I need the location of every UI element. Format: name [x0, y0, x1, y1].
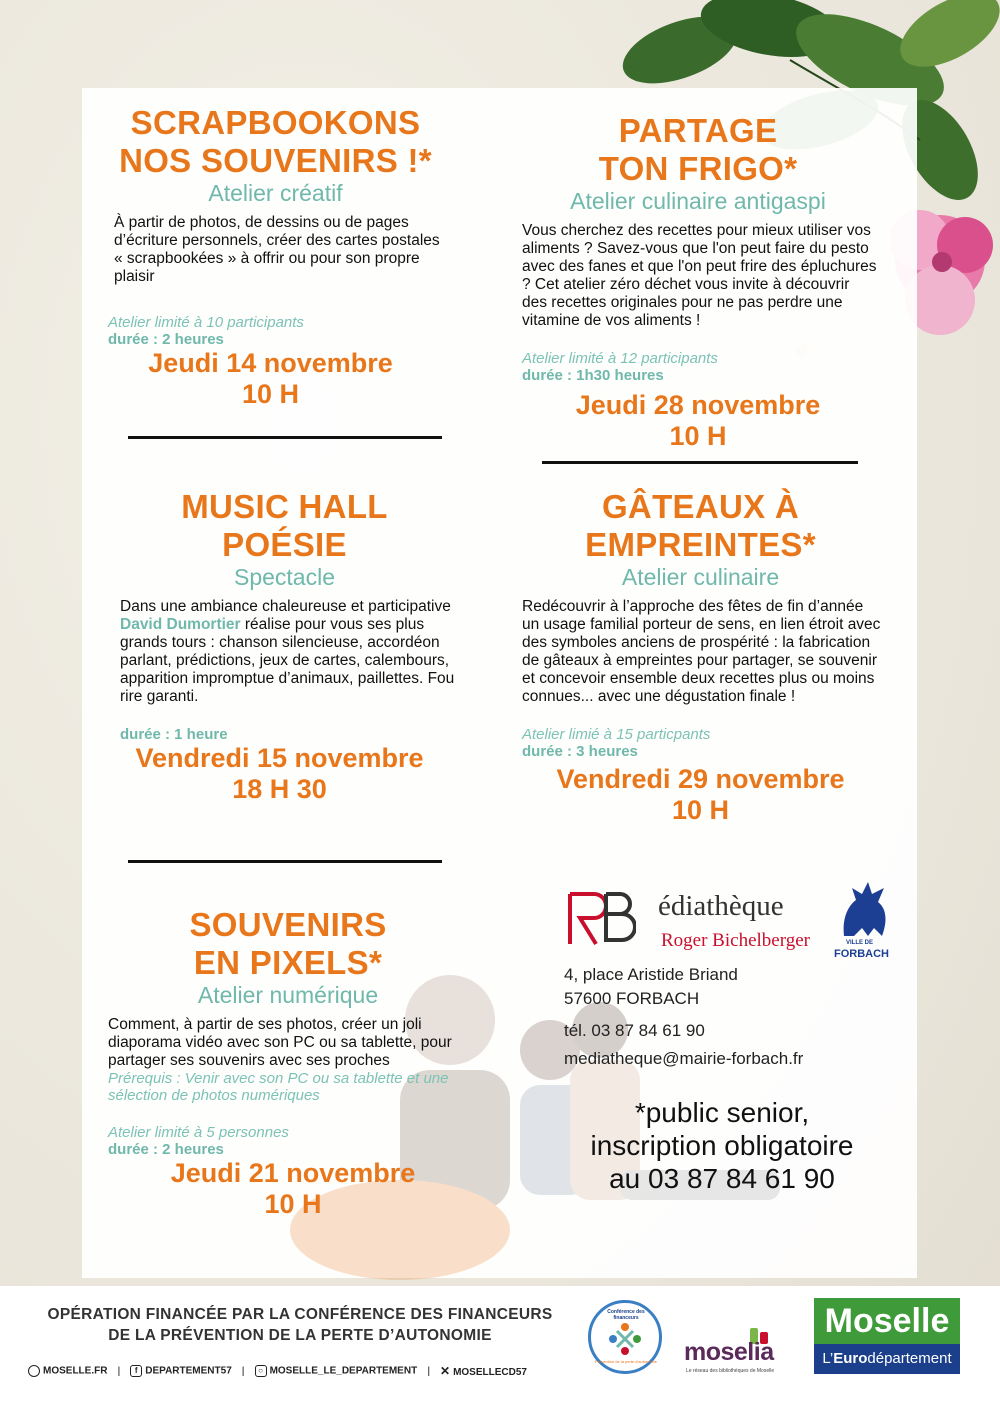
- workshop-subtitle: Atelier numérique: [197, 982, 379, 1008]
- workshop-description: Dans une ambiance chaleureuse et participative David Dumortier réalise pour vous ses plus grands tours : chanson silencieuse, accordéon parlant, prédictions, jeux de cartes, calembours, apparition impromptue d’animaux, paillettes. Fou rire garanti.: [120, 598, 455, 705]
- performer-name: David Dumortier: [120, 616, 241, 633]
- workshop-time: 10 H: [264, 1189, 322, 1219]
- workshop-scrapbooking: [108, 104, 443, 410]
- city-logo-caption-top: VILLE DE: [846, 940, 874, 946]
- workshop-title: SOUVENIRS EN PIXELS*: [189, 906, 387, 981]
- workshop-date: Jeudi 14 novembre: [148, 348, 393, 378]
- workshop-description: À partir de photos, de dessins ou de pages d’écriture personnels, créer des cartes postales « scrapbookées » à offrir ou pour son propre plaisir: [114, 214, 440, 285]
- workshop-description: Comment, à partir de ses photos, créer un joli diaporama vidéo avec son PC ou sa tablette, pour partager ses souvenirs avec ses proches: [108, 1016, 452, 1069]
- moselia-logo: [684, 1326, 796, 1376]
- globe-icon: [28, 1365, 40, 1377]
- workshop-description: Redécouvrir à l’approche des fêtes de fin d’année un usage familial porteur de sens, en lien étroit avec des symboles anciens de prospérité : la fabrication de gâteaux à empreintes pour partager, se souvenir et concevoir ensemble deux recettes plus ou moins connues... avec une dégustation finale !: [522, 598, 881, 705]
- divider-line: [128, 860, 442, 863]
- address-line-2: 57600 FORBACH: [564, 989, 700, 1008]
- workshop-time: 18 H 30: [232, 774, 327, 804]
- workshop-title: GÂTEAUX À EMPREINTES*: [585, 488, 816, 563]
- workshop-date: Jeudi 28 novembre: [575, 390, 821, 420]
- moselle-logo: [814, 1298, 960, 1378]
- workshop-pixels: [108, 906, 458, 1220]
- workshop-limit: Atelier limité à 12 participants: [522, 350, 718, 367]
- library-rb-logo-mark: [566, 886, 636, 950]
- divider-line: [128, 436, 442, 439]
- separator: |: [241, 1365, 245, 1377]
- workshop-duration: durée : 2 heures: [108, 331, 224, 348]
- x-link[interactable]: ✕ MOSELLECD57: [440, 1364, 527, 1378]
- workshop-cakes: [518, 488, 883, 826]
- library-name-sub: Roger Bichelberger: [661, 930, 810, 951]
- workshop-date: Vendredi 15 novembre: [135, 743, 424, 773]
- moselia-tagline: Le réseau des bibliothèques de Moselle: [686, 1368, 775, 1374]
- moselle-name: Moselle: [814, 1298, 960, 1344]
- funding-statement: OPÉRATION FINANCÉE PAR LA CONFÉRENCE DES FINANCEURS DE LA PRÉVENTION DE LA PERTE D’AUTONOMIE: [47, 1306, 553, 1344]
- separator: |: [427, 1365, 430, 1377]
- lion-icon: [834, 878, 894, 940]
- workshop-date: Jeudi 21 novembre: [170, 1158, 416, 1188]
- workshop-limit: Atelier limié à 15 particpants: [522, 726, 711, 743]
- library-contact: [564, 963, 864, 1071]
- workshop-time: 10 H: [671, 795, 730, 825]
- workshop-duration: durée : 1 heure: [120, 726, 228, 743]
- email-link[interactable]: mediatheque@mairie-forbach.fr: [564, 1049, 804, 1068]
- workshop-subtitle: Atelier créatif: [208, 180, 343, 206]
- workshop-fridge-sharing: [518, 112, 878, 452]
- moselia-name: moselia: [684, 1338, 774, 1366]
- workshop-duration: durée : 3 heures: [522, 743, 638, 760]
- workshop-music-hall: [112, 488, 457, 805]
- city-logo: [830, 878, 900, 974]
- workshop-subtitle: Atelier culinaire antigaspi: [570, 188, 826, 214]
- workshop-title: PARTAGE TON FRIGO*: [598, 112, 798, 187]
- workshop-limit: Atelier limité à 10 participants: [108, 314, 304, 331]
- workshop-title: SCRAPBOOKONS NOS SOUVENIRS !*: [119, 104, 432, 179]
- footer: [0, 1286, 1000, 1414]
- workshop-date: Vendredi 29 novembre: [556, 764, 845, 794]
- workshop-time: 10 H: [241, 379, 300, 409]
- divider-line: [542, 461, 858, 464]
- registration-notice: *public senior, inscription obligatoire au 03 87 84 61 90: [590, 1097, 854, 1194]
- people-circle-icon: [605, 1319, 645, 1359]
- conference-badge-bottom-text: Prévention de la perte d'autonomie: [595, 1359, 657, 1364]
- conference-badge: [588, 1300, 662, 1374]
- library-name-main: édiathèque: [658, 890, 784, 922]
- facebook-link[interactable]: f DEPARTEMENT57: [130, 1365, 232, 1377]
- workshop-prerequisite: Prérequis : Venir avec son PC ou sa tablette et une sélection de photos numériques: [108, 1070, 449, 1104]
- workshop-limit: Atelier limité à 5 personnes: [108, 1124, 289, 1141]
- separator: |: [117, 1365, 121, 1377]
- workshop-subtitle: Atelier culinaire: [621, 564, 780, 590]
- x-icon: ✕: [440, 1364, 451, 1378]
- address-line-1: 4, place Aristide Briand: [564, 965, 738, 984]
- library-logo: [566, 886, 836, 954]
- conference-badge-top-text: Conférence des financeurs: [607, 1309, 645, 1321]
- workshop-duration: durée : 2 heures: [108, 1141, 224, 1158]
- moselle-tagline: L’Eurodépartement: [814, 1344, 960, 1374]
- facebook-icon: f: [130, 1365, 142, 1377]
- workshop-time: 10 H: [669, 421, 727, 451]
- website-link[interactable]: MOSELLE.FR: [28, 1365, 107, 1377]
- workshop-subtitle: Spectacle: [233, 564, 335, 590]
- workshop-duration: durée : 1h30 heures: [522, 367, 664, 384]
- instagram-icon: ○: [255, 1365, 267, 1377]
- workshop-title: MUSIC HALL POÉSIE: [181, 488, 388, 563]
- city-logo-name: FORBACH: [834, 948, 889, 960]
- social-links: [28, 1364, 527, 1378]
- instagram-link[interactable]: ○ MOSELLE_LE_DEPARTEMENT: [255, 1365, 418, 1377]
- workshop-description: Vous cherchez des recettes pour mieux utiliser vos aliments ? Savez-vous que l'on peut faire du pesto avec des fanes et que l'on peut frire des épluchures ? Cet atelier zéro déchet vous invite à découvrir des recettes originales pour ne pas perdre une vitamine de vos aliments !: [522, 222, 877, 329]
- phone-number[interactable]: tél. 03 87 84 61 90: [564, 1021, 705, 1040]
